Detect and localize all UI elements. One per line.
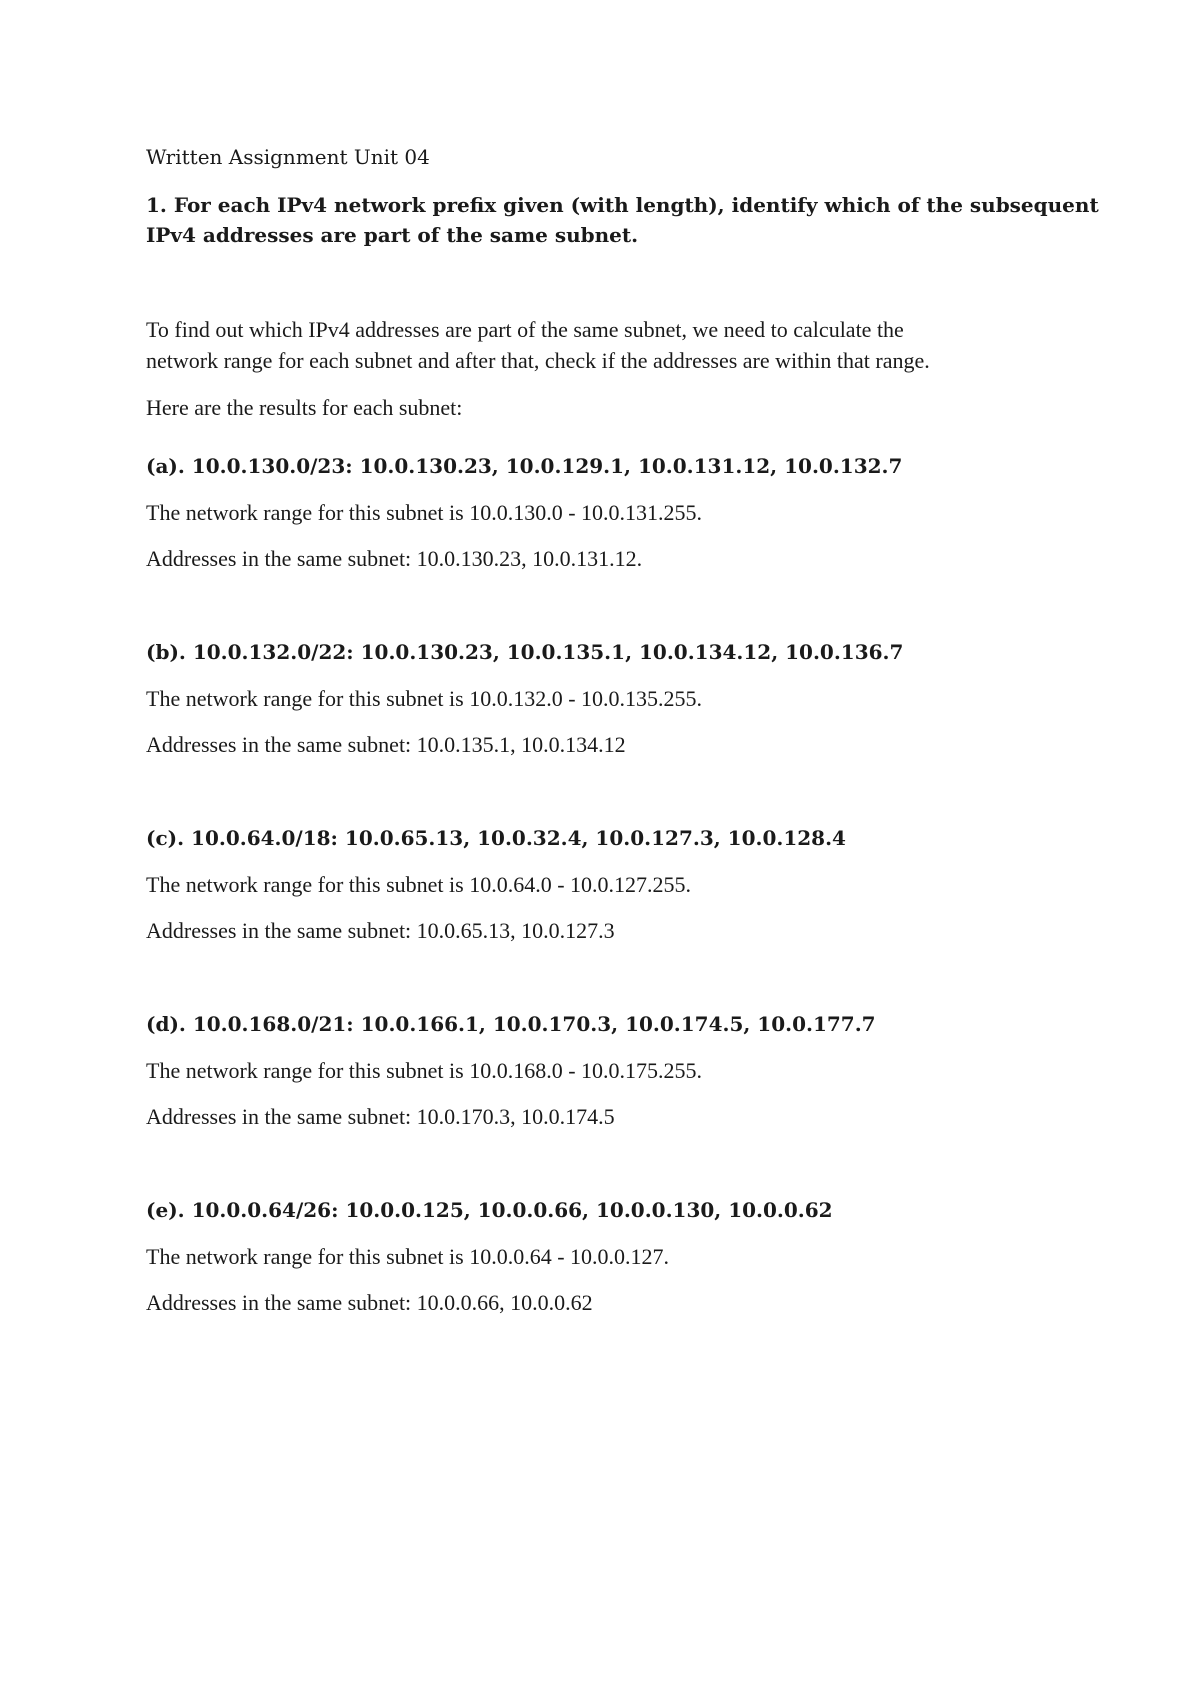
results-intro: Here are the results for each subnet: [146, 395, 463, 420]
intro-paragraph [146, 314, 1046, 376]
question-line-2: IPv4 addresses are part of the same subnet. [146, 223, 639, 247]
subnet-heading: (c). 10.0.64.0/18: 10.0.65.13, 10.0.32.4, 10.0.127.3, 10.0.128.4 [146, 826, 846, 850]
subnet-b [146, 640, 1046, 757]
intro-line-1: To find out which IPv4 addresses are part of the same subnet, we need to calculate the [146, 317, 904, 342]
intro-line-2: network range for each subnet and after that, check if the addresses are within that range. [146, 348, 930, 373]
subnet-heading: (a). 10.0.130.0/23: 10.0.130.23, 10.0.129.1, 10.0.131.12, 10.0.132.7 [146, 454, 903, 478]
subnet-e [146, 1198, 1046, 1315]
document-title: Written Assignment Unit 04 [146, 145, 430, 169]
subnet-d [146, 1012, 1046, 1129]
question-line-1: 1. For each IPv4 network prefix given (with length), identify which of the subsequent [146, 193, 1099, 217]
same-subnet-addresses: Addresses in the same subnet: 10.0.170.3, 10.0.174.5 [146, 1104, 615, 1129]
subnet-heading: (e). 10.0.0.64/26: 10.0.0.125, 10.0.0.66, 10.0.0.130, 10.0.0.62 [146, 1198, 833, 1222]
same-subnet-addresses: Addresses in the same subnet: 10.0.0.66, 10.0.0.62 [146, 1290, 593, 1315]
question-text [146, 190, 1099, 250]
network-range-text: The network range for this subnet is 10.0.64.0 - 10.0.127.255. [146, 872, 692, 897]
same-subnet-addresses: Addresses in the same subnet: 10.0.130.23, 10.0.131.12. [146, 546, 643, 571]
same-subnet-addresses: Addresses in the same subnet: 10.0.65.13, 10.0.127.3 [146, 918, 615, 943]
network-range-text: The network range for this subnet is 10.0.0.64 - 10.0.0.127. [146, 1244, 670, 1269]
subnet-heading: (b). 10.0.132.0/22: 10.0.130.23, 10.0.135.1, 10.0.134.12, 10.0.136.7 [146, 640, 904, 664]
same-subnet-addresses: Addresses in the same subnet: 10.0.135.1, 10.0.134.12 [146, 732, 626, 757]
subnet-heading: (d). 10.0.168.0/21: 10.0.166.1, 10.0.170.3, 10.0.174.5, 10.0.177.7 [146, 1012, 876, 1036]
network-range-text: The network range for this subnet is 10.0.130.0 - 10.0.131.255. [146, 500, 703, 525]
network-range-text: The network range for this subnet is 10.0.132.0 - 10.0.135.255. [146, 686, 703, 711]
network-range-text: The network range for this subnet is 10.0.168.0 - 10.0.175.255. [146, 1058, 703, 1083]
subnet-a [146, 454, 1046, 571]
subnet-c [146, 826, 1046, 943]
